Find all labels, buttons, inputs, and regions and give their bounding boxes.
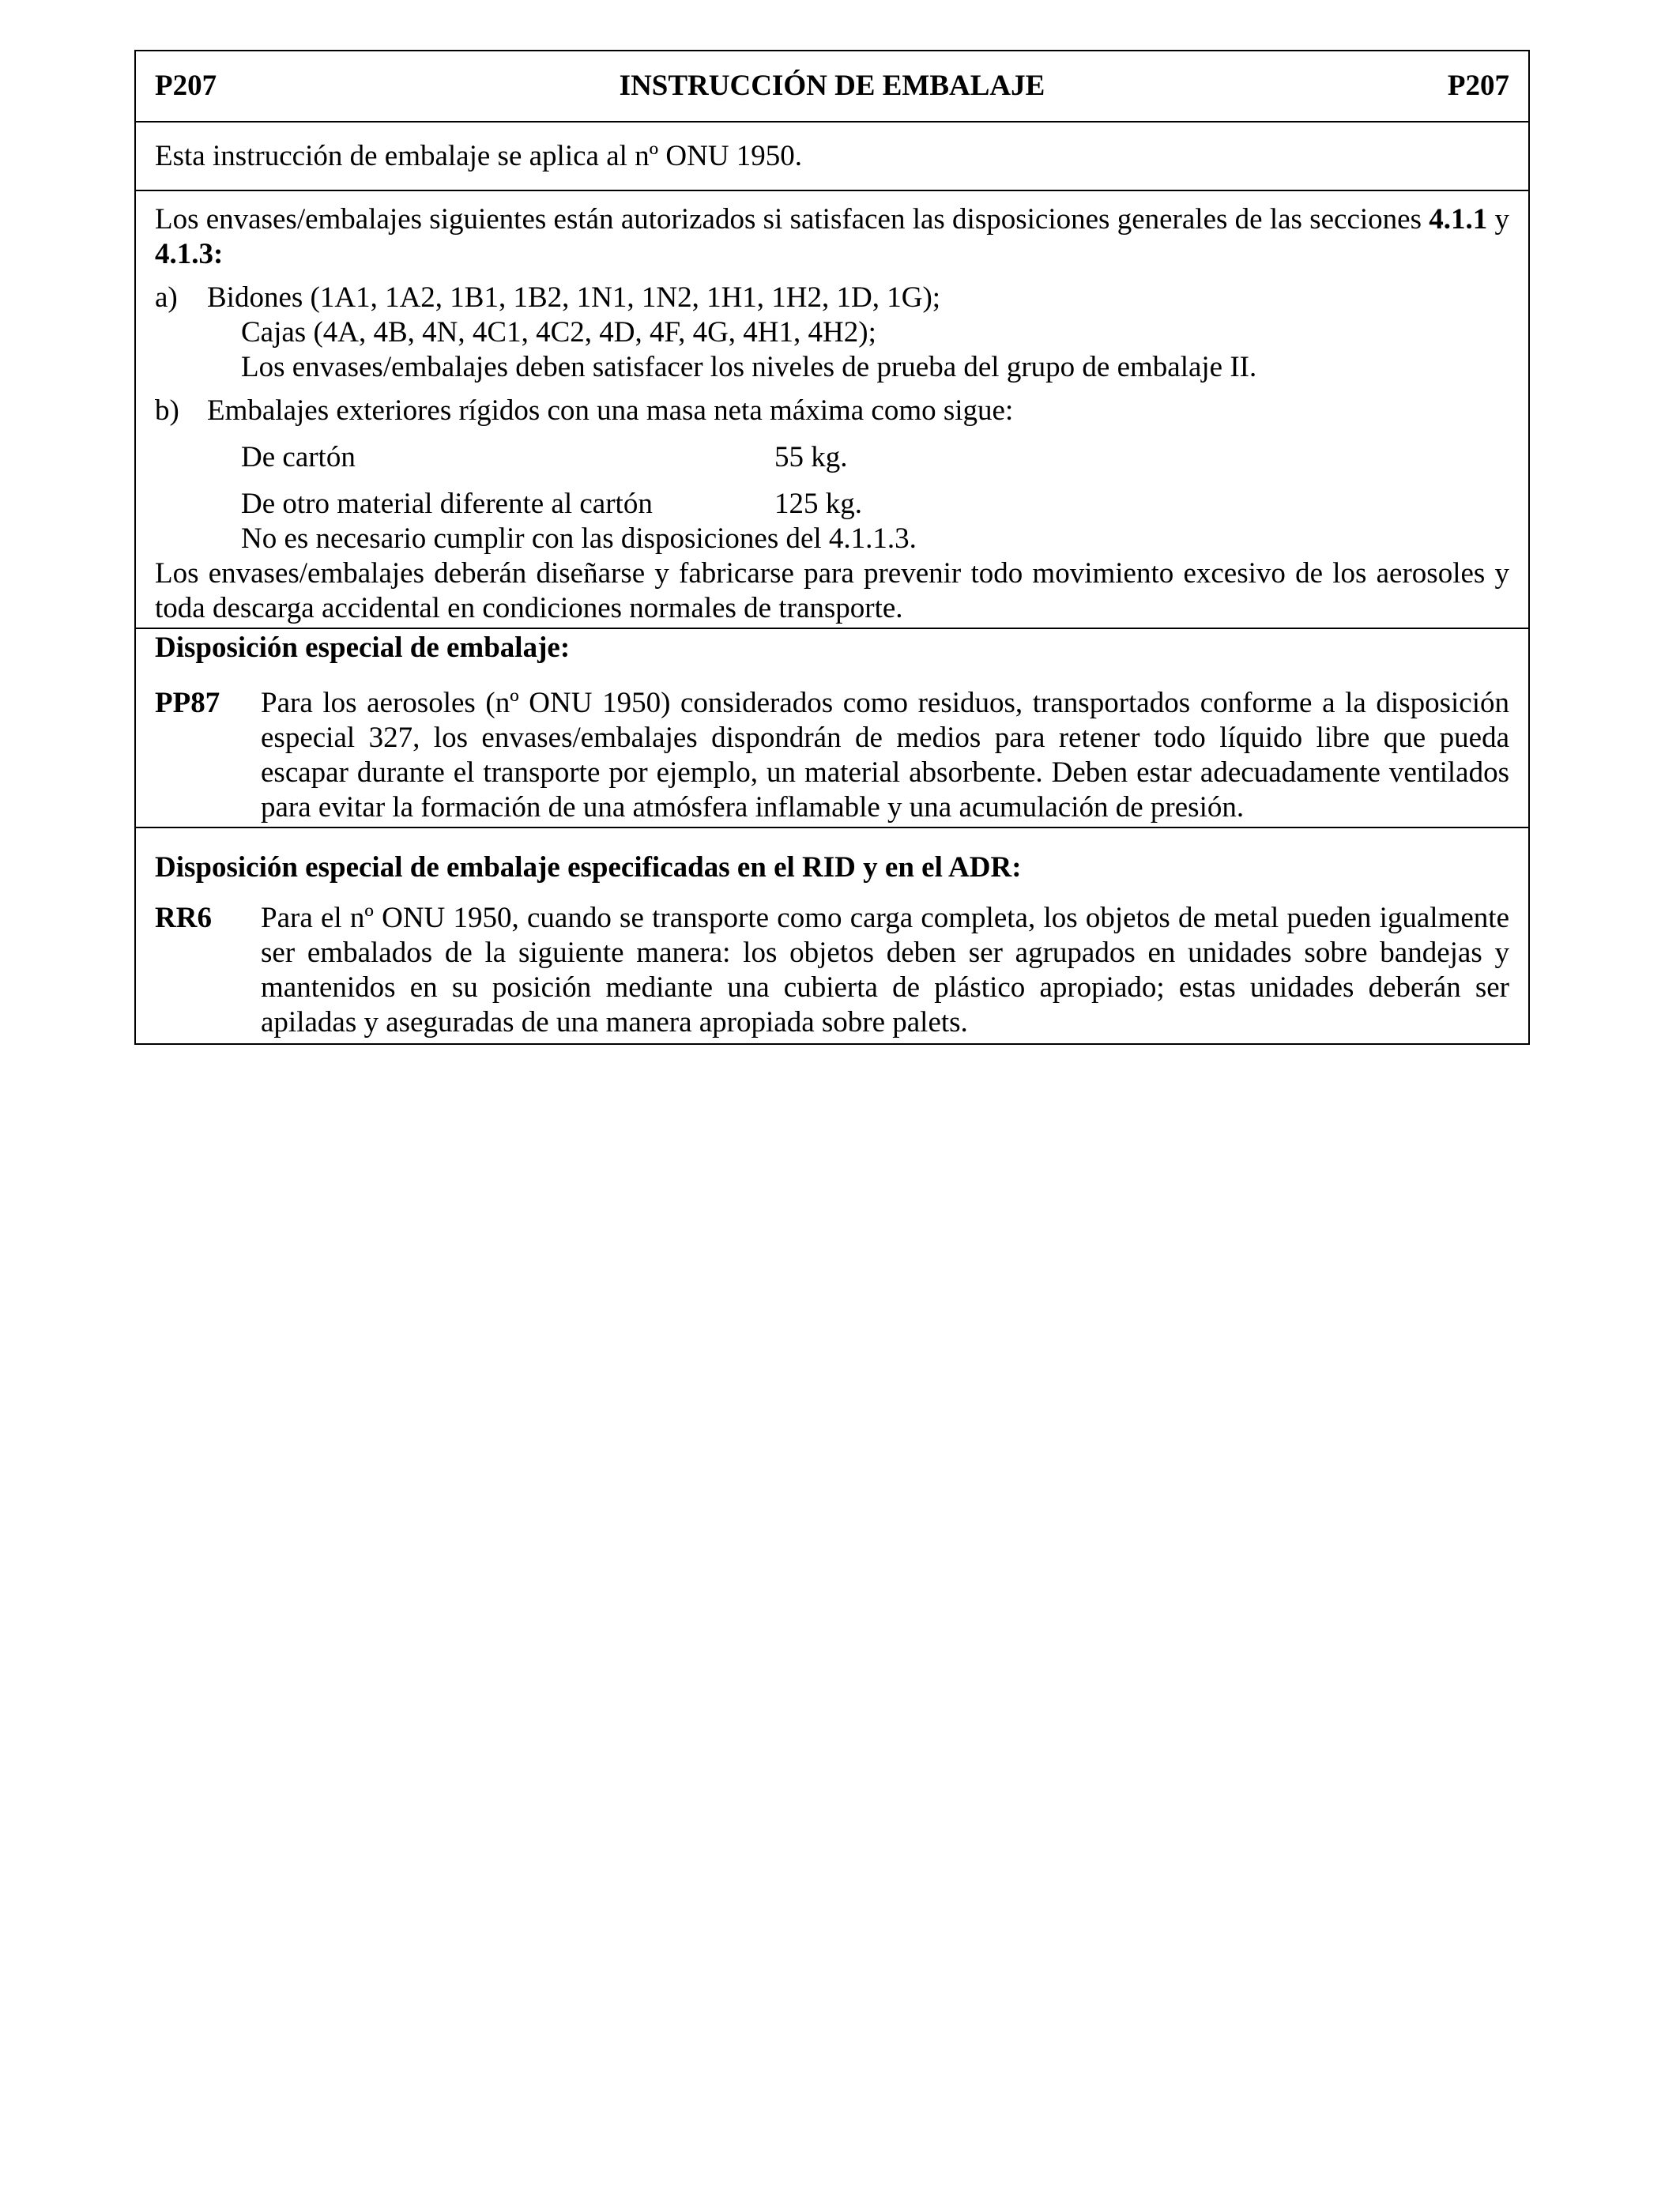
provision-rr6 (155, 901, 1509, 1040)
applicability-row (136, 123, 1528, 191)
rigid-outer-line: Embalajes exteriores rígidos con una masa neta máxima como sigue: (207, 394, 1014, 427)
packing-instruction-table (134, 50, 1530, 1045)
provision-code: PP87 (155, 687, 220, 719)
design-requirement-text: Los envases/embalajes deberán diseñarse y fabricarse para prevenir todo movimiento excesivo de los aerosoles y toda descarga accidental en condiciones normales de transporte. (155, 557, 1509, 624)
applicability-text: Esta instrucción de embalaje se aplica al nº ONU 1950. (155, 139, 803, 172)
drums-line: Bidones (1A1, 1A2, 1B1, 1B2, 1N1, 1N2, 1H1, 1H2, 1D, 1G); (207, 281, 941, 314)
provision-pp87 (155, 686, 1509, 825)
boxes-line: Cajas (4A, 4B, 4N, 4C1, 4C2, 4D, 4F, 4G, 4H1, 4H2); (241, 316, 876, 349)
list-item-b (155, 394, 1509, 428)
instruction-code-left: P207 (155, 70, 217, 102)
special-provision-heading: Disposición especial de embalaje: (155, 631, 571, 664)
section-ref-4-1-3: 4.1.3: (155, 238, 224, 270)
packagings-intro-join: y (1487, 203, 1509, 236)
mass-row-other (155, 487, 1509, 522)
provision-text: Para los aerosoles (nº ONU 1950) considerados como residuos, transportados conforme a la disposición especial 327, los envases/embalajes dispondrán de medios para retener todo líquido libre que pueda escapar durante el transporte por ejemplo, un material absorbente. Deben estar adecuadamente ventilados para evitar la formación de una atmósfera inflamable y una acumulación de presión. (261, 687, 1509, 824)
instruction-title: INSTRUCCIÓN DE EMBALAJE (619, 70, 1045, 102)
authorized-packagings-row (136, 191, 1528, 629)
mass-row-cardboard (155, 440, 1509, 475)
mass-material: De cartón (241, 441, 356, 473)
packagings-intro-text: Los envases/embalajes siguientes están autorizados si satisfacen las disposiciones generales de las secciones (155, 203, 1430, 236)
exemption-note: No es necesario cumplir con las disposiciones del 4.1.1.3. (241, 522, 917, 555)
provision-code: RR6 (155, 902, 212, 934)
special-provision-row (136, 629, 1528, 828)
list-marker-a: a) (155, 281, 178, 314)
mass-value: 55 kg. (774, 441, 848, 473)
provision-text: Para el nº ONU 1950, cuando se transporte como carga completa, los objetos de metal pueden igualmente ser embalados de la siguiente manera: los objetos deben ser agrupados en unidades sobre bandejas y mantenidos en su posición mediante una cubierta de plástico apropiado; estas unidades deberán ser apiladas y aseguradas de una manera apropiada sobre palets. (261, 902, 1509, 1039)
instruction-code-right: P207 (1447, 70, 1509, 102)
mass-value: 125 kg. (774, 488, 862, 520)
rid-adr-heading: Disposición especial de embalaje especificadas en el RID y en el ADR: (155, 851, 1022, 884)
test-level-line: Los envases/embalajes deben satisfacer los niveles de prueba del grupo de embalaje II. (241, 351, 1257, 383)
section-ref-4-1-1: 4.1.1 (1429, 203, 1488, 236)
list-item-a (155, 281, 1509, 315)
header-row (136, 51, 1528, 123)
list-marker-b: b) (155, 394, 179, 427)
packagings-intro (155, 202, 1509, 272)
rid-adr-provision-row (136, 828, 1528, 1043)
mass-material: De otro material diferente al cartón (241, 488, 653, 520)
